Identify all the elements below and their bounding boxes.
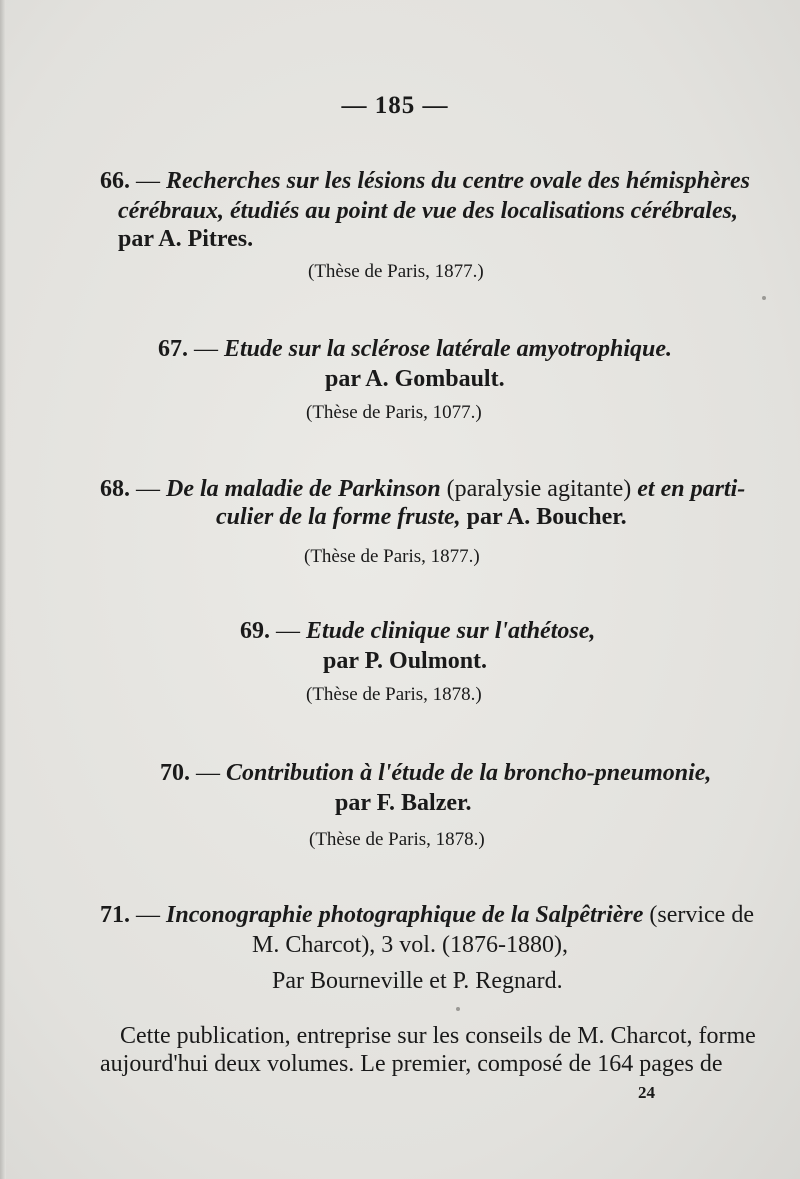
entry-dash: — — [188, 336, 224, 362]
entry-67-line-1 — [158, 334, 672, 364]
entry-subtitle: (paralysie agitante) — [440, 476, 638, 502]
page-number: — 185 — — [341, 92, 449, 119]
entry-69-line-2 — [323, 646, 487, 676]
paper-speck — [762, 296, 766, 300]
entry-66-thesis: (Thèse de Paris, 1877.) — [308, 261, 484, 282]
entry-title-continued: et en parti- — [637, 476, 746, 502]
entry-67-line-2 — [325, 364, 505, 394]
entry-author: par A. Boucher. — [460, 504, 627, 530]
entry-69-thesis: (Thèse de Paris, 1878.) — [306, 684, 482, 705]
page-gutter-shadow — [0, 0, 6, 1179]
entry-67-thesis: (Thèse de Paris, 1077.) — [306, 402, 482, 423]
entry-title: Etude sur la sclérose latérale amyotrophique. — [224, 336, 673, 362]
entry-author: par A. Pitres. — [118, 226, 254, 252]
entry-71-line-2 — [252, 930, 568, 960]
entry-dash: — — [190, 760, 226, 786]
entry-author: par A. Gombault. — [325, 366, 505, 392]
entry-66-line-2 — [118, 196, 738, 226]
entry-title: Contribution à l'étude de la broncho-pneumonie, — [226, 760, 712, 786]
printer-signature: 24 — [638, 1083, 655, 1102]
entry-number: 70. — [160, 760, 190, 786]
entry-68-thesis: (Thèse de Paris, 1877.) — [304, 546, 480, 567]
entry-68-line-2 — [216, 502, 627, 532]
entry-70-line-1 — [160, 758, 711, 788]
entry-title: Etude clinique sur l'athétose, — [306, 618, 596, 644]
entry-71-line-3 — [272, 966, 563, 996]
paragraph-line-2: aujourd'hui deux volumes. Le premier, composé de 164 pages de — [100, 1051, 723, 1077]
entry-title: culier de la forme fruste, — [216, 504, 461, 530]
entry-title: Inconographie photographique de la Salpêtrière — [166, 902, 644, 928]
entry-number: 67. — [158, 336, 188, 362]
entry-69-line-1 — [240, 616, 595, 646]
entry-dash: — — [270, 618, 306, 644]
entry-70-line-2 — [335, 788, 471, 818]
entry-66-line-1 — [100, 166, 750, 196]
entry-dash: — — [130, 902, 166, 928]
entry-title: De la maladie de Parkinson — [166, 476, 441, 502]
entry-66-line-3 — [118, 224, 253, 254]
paper-speck — [456, 1007, 460, 1011]
entry-title: cérébraux, étudiés au point de vue des localisations cérébrales, — [118, 198, 738, 224]
entry-title: Recherches sur les lésions du centre ovale des hémisphères — [166, 168, 750, 194]
entry-details: M. Charcot), 3 vol. (1876-1880), — [252, 932, 568, 958]
entry-author: par P. Oulmont. — [323, 648, 488, 674]
paragraph-line-1: Cette publication, entreprise sur les conseils de M. Charcot, forme — [120, 1023, 756, 1049]
entry-71-line-1 — [100, 900, 754, 930]
entry-subtitle: (service de — [643, 902, 754, 928]
entry-dash: — — [130, 168, 166, 194]
entry-68-line-1 — [100, 474, 745, 504]
entry-number: 66. — [100, 168, 130, 194]
entry-dash: — — [130, 476, 166, 502]
entry-author: Par Bourneville et P. Regnard. — [272, 968, 563, 994]
entry-number: 71. — [100, 902, 130, 928]
entry-author: par F. Balzer. — [335, 790, 472, 816]
entry-number: 69. — [240, 618, 270, 644]
entry-number: 68. — [100, 476, 130, 502]
entry-70-thesis: (Thèse de Paris, 1878.) — [309, 829, 485, 850]
